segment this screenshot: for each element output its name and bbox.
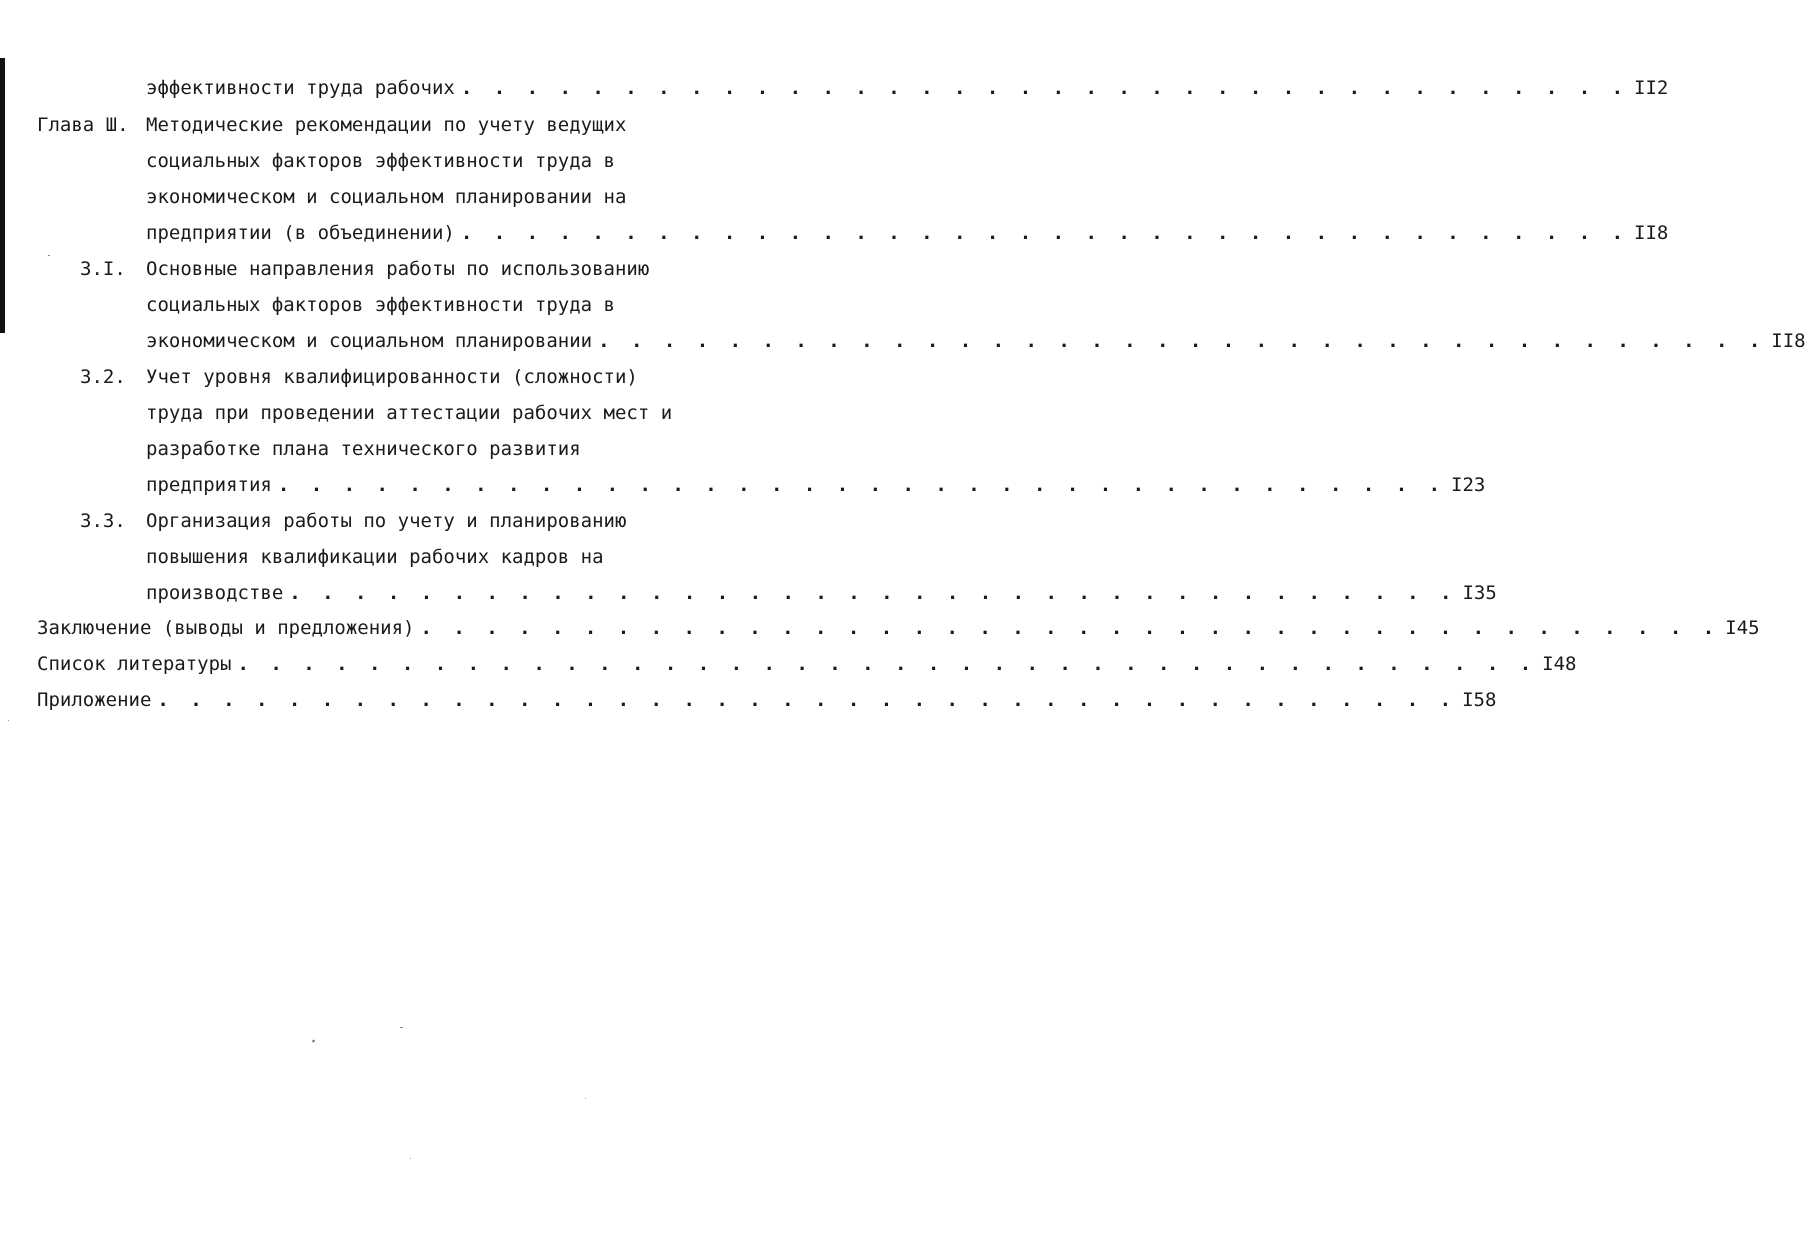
toc-entry-title: Список литературы bbox=[37, 653, 232, 675]
toc-entry bbox=[37, 649, 1577, 679]
toc-page-number: II8 bbox=[1634, 222, 1669, 244]
dot-leader: . . . . . . . . . . . . . . . . . . . . . . . . . . . . . . . . . . . . bbox=[277, 474, 1446, 496]
toc-entry-line: Организация работы по учету и планированию bbox=[146, 510, 627, 532]
toc-page-number: I35 bbox=[1462, 582, 1497, 604]
toc-entry-title: Приложение bbox=[37, 689, 152, 711]
section-number: 3.I. bbox=[80, 258, 126, 280]
toc-entry-line: Учет уровня квалифицированности (сложности) bbox=[146, 366, 638, 388]
toc-page-number: I58 bbox=[1462, 689, 1497, 711]
toc-entry-title: предприятия bbox=[146, 474, 272, 496]
toc-entry bbox=[146, 470, 1486, 500]
dot-leader: . . . . . . . . . . . . . . . . . . . . . . . . . . . . . . . . . . . . bbox=[598, 330, 1766, 352]
toc-entry-line: труда при проведении аттестации рабочих мест и bbox=[146, 402, 673, 424]
toc-entry bbox=[146, 326, 1806, 356]
toc-page-number: I48 bbox=[1542, 653, 1577, 675]
toc-page-number: II8 bbox=[1771, 330, 1806, 352]
scan-speck bbox=[400, 1027, 403, 1028]
toc-entry-line: экономическом и социальном планировании на bbox=[146, 186, 627, 208]
toc-entry bbox=[37, 685, 1497, 715]
dot-leader: . . . . . . . . . . . . . . . . . . . . . . . . . . . . . . . . . . . . . . . . bbox=[157, 689, 1457, 711]
scan-speck bbox=[48, 255, 50, 256]
toc-entry-title: Заключение (выводы и предложения) bbox=[37, 617, 415, 639]
toc-entry-line: социальных факторов эффективности труда в bbox=[146, 294, 615, 316]
toc-entry bbox=[37, 613, 1760, 643]
toc-entry-line: повышения квалификации рабочих кадров на bbox=[146, 546, 604, 568]
toc-entry-line: Основные направления работы по использованию bbox=[146, 258, 650, 280]
toc-page-number: II2 bbox=[1634, 77, 1669, 99]
section-number: 3.2. bbox=[80, 366, 126, 388]
toc-entry-line: разработке плана технического развития bbox=[146, 438, 581, 460]
toc-entry-title: предприятии (в объединении) bbox=[146, 222, 455, 244]
scan-speck bbox=[585, 1098, 586, 1099]
chapter-label: Глава Ш. bbox=[37, 114, 129, 136]
toc-entry-title: экономическом и социальном планировании bbox=[146, 330, 593, 352]
section-number: 3.3. bbox=[80, 510, 126, 532]
toc-entry-line: социальных факторов эффективности труда в bbox=[146, 150, 615, 172]
toc-entry bbox=[146, 218, 1669, 248]
dot-leader: . . . . . . . . . . . . . . . . . . . . . . . . . . . . . . . . . . . . bbox=[289, 582, 1457, 604]
toc-entry bbox=[146, 73, 1669, 103]
dot-leader: . . . . . . . . . . . . . . . . . . . . . . . . . . . . . . . . . . . . . . . . bbox=[237, 653, 1537, 675]
toc-entry-title: производстве bbox=[146, 582, 284, 604]
dot-leader: . . . . . . . . . . . . . . . . . . . . . . . . . . . . . . . . . . . . bbox=[460, 222, 1629, 244]
toc-page-number: I23 bbox=[1451, 474, 1486, 496]
dot-leader: . . . . . . . . . . . . . . . . . . . . . . . . . . . . . . . . . . . . . . . . bbox=[420, 617, 1720, 639]
toc-page-number: I45 bbox=[1725, 617, 1760, 639]
toc-entry-title: эффективности труда рабочих bbox=[146, 77, 455, 99]
scan-speck bbox=[410, 1158, 411, 1159]
scan-speck bbox=[8, 720, 9, 721]
toc-entry-line: Методические рекомендации по учету ведущих bbox=[146, 114, 627, 136]
dot-leader: . . . . . . . . . . . . . . . . . . . . . . . . . . . . . . . . . . . . bbox=[460, 77, 1629, 99]
toc-entry bbox=[146, 578, 1497, 608]
